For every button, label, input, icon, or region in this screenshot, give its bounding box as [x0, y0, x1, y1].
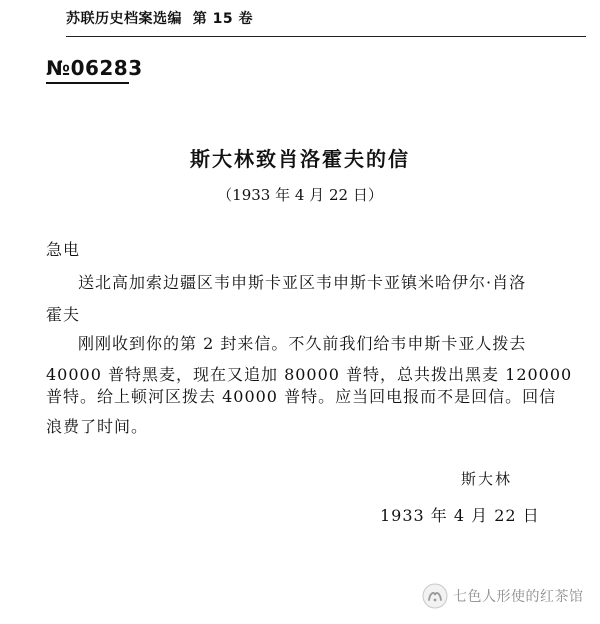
series-title: 苏联历史档案选编 — [66, 11, 182, 27]
running-header — [66, 8, 253, 28]
document-date: （1933 年 4 月 22 日） — [217, 186, 383, 204]
document-number: №06283 — [46, 56, 143, 80]
signature: 斯大林 — [461, 470, 513, 488]
body-line-2: 40000 普特黑麦，现在又追加 80000 普特，总共拨出黑麦 120000 — [46, 365, 573, 384]
urgent-label: 急电 — [46, 240, 81, 259]
watermark-text: 七色人形使的红茶馆 — [453, 589, 584, 605]
signature-date: 1933 年 4 月 22 日 — [380, 506, 540, 525]
address-line-2: 霍夫 — [46, 305, 81, 324]
volume-label: 第 15 卷 — [192, 11, 253, 27]
wechat-channel-icon — [422, 583, 448, 609]
page-header — [66, 6, 586, 30]
body-line-3: 普特。给上顿河区拨去 40000 普特。应当回电报而不是回信。回信 — [46, 387, 557, 406]
header-divider — [66, 36, 586, 37]
watermark — [422, 583, 584, 609]
document-title: 斯大林致肖洛霍夫的信 — [190, 147, 410, 171]
body-line-1: 刚刚收到你的第 2 封来信。不久前我们给韦申斯卡亚人拨去 — [78, 334, 527, 353]
document-number-underline — [46, 82, 129, 84]
body-line-4: 浪费了时间。 — [46, 417, 149, 436]
address-line-1: 送北高加索边疆区韦申斯卡亚区韦申斯卡亚镇米哈伊尔·肖洛 — [78, 273, 527, 292]
